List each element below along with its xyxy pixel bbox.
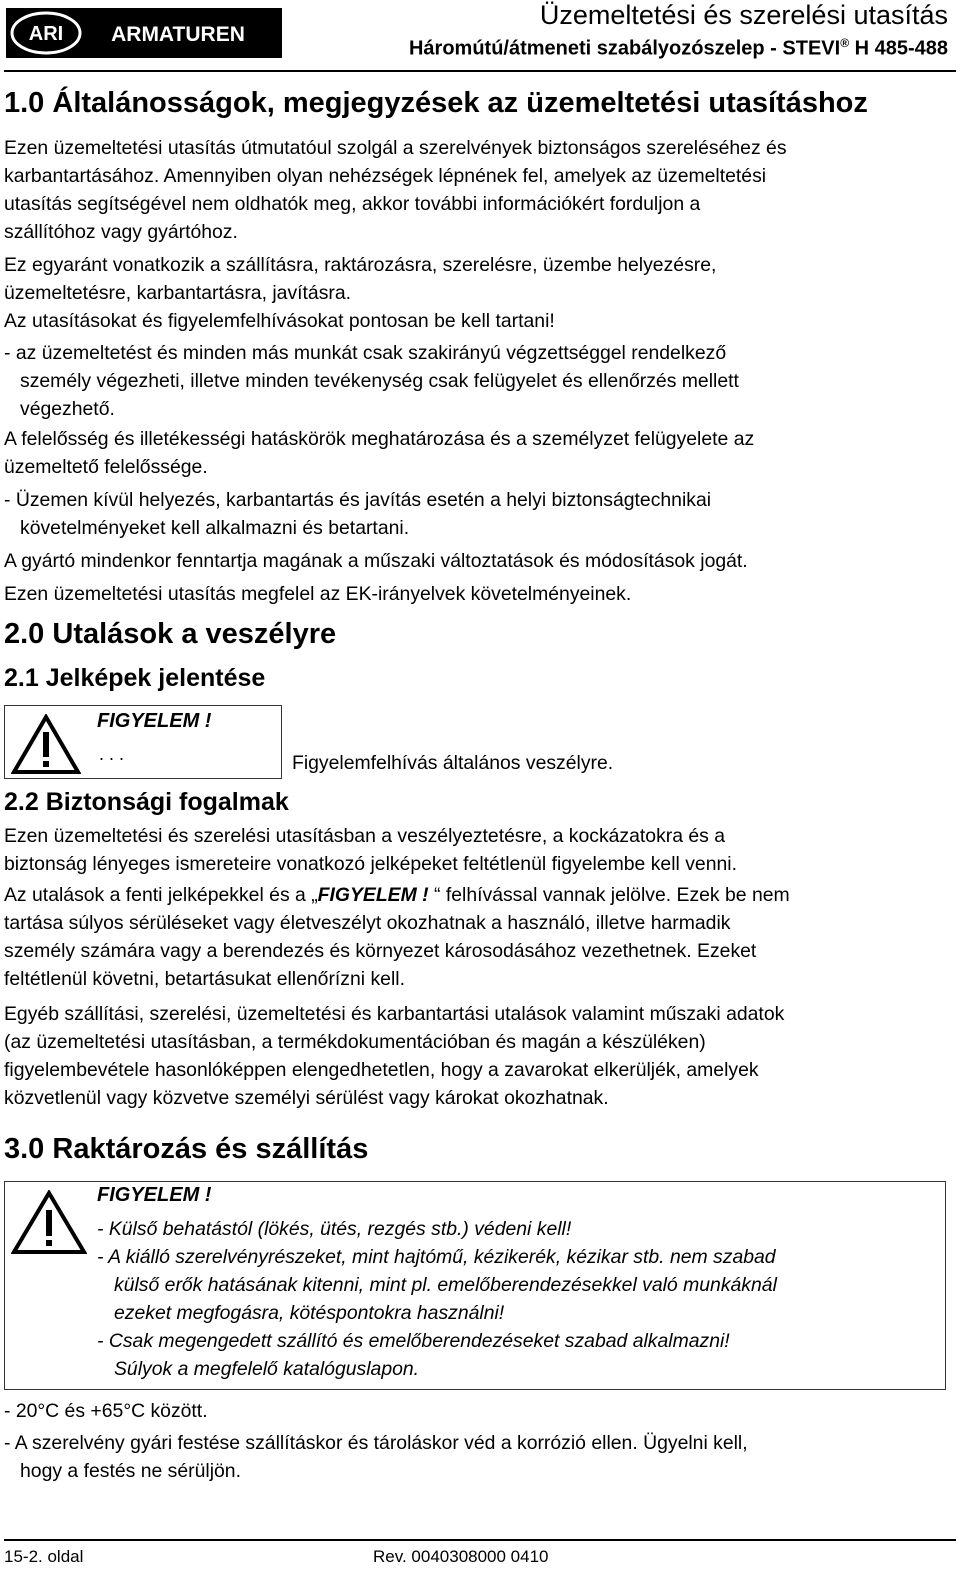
text-line: figyelembevétele hasonlóképpen elengedhetetlen, hogy a zavarokat elkerüljék, amelyek xyxy=(4,1059,759,1081)
sec1-paragraph-5 xyxy=(4,486,949,542)
document-title: Üzemeltetési és szerelési utasítás xyxy=(539,0,948,30)
text-line: feltétlenül követni, betartásukat ellenőrízni kell. xyxy=(4,968,405,990)
section-2-2-heading: 2.2 Biztonsági fogalmak xyxy=(4,788,289,816)
logo-armaturen-text: ARMATUREN xyxy=(111,23,245,46)
text-line: végezhető. xyxy=(20,398,115,420)
text-line: személy végezheti, illetve minden tevékenység csak felügyelet és ellenőrzés mellett xyxy=(20,370,739,392)
warning-list xyxy=(97,1215,937,1383)
sec1-paragraph-3 xyxy=(4,339,949,423)
sec2-paragraph-1 xyxy=(4,822,949,878)
symbol-dots: . . . xyxy=(99,744,125,764)
text-line: A felelősség és illetékességi hatáskörök meghatározása és a személyzet felügyelete az xyxy=(4,428,755,450)
symbol-label: FIGYELEM ! xyxy=(97,710,212,732)
text-line: hogy a festés ne sérüljön. xyxy=(20,1460,241,1482)
text-line: ezeket megfogásra, kötéspontokra használni! xyxy=(114,1302,505,1324)
symbol-box xyxy=(4,705,282,779)
sec1-paragraph-1 xyxy=(4,134,949,246)
registered-mark: ® xyxy=(840,36,850,50)
text-line: utasítás segítségével nem oldhatók meg, akkor további információkért forduljon a xyxy=(4,193,701,215)
symbol-description: Figyelemfelhívás általános veszélyre. xyxy=(292,752,614,774)
text-fragment: Az utalások a fenti jelképekkel és a „ xyxy=(4,884,318,906)
text-line: Ezen üzemeltetési és szerelési utasításban a veszélyeztetésre, a kockázatokra és a xyxy=(4,825,726,847)
section-3-heading: 3.0 Raktározás és szállítás xyxy=(4,1133,369,1165)
page-number: 15-2. oldal xyxy=(4,1547,84,1566)
sec1-paragraph-2 xyxy=(4,251,949,335)
text-line: - Üzemen kívül helyezés, karbantartás és javítás esetén a helyi biztonságtechnikai xyxy=(4,489,712,511)
text-line xyxy=(4,881,949,909)
figyelem-inline: FIGYELEM ! xyxy=(317,884,429,906)
header-divider xyxy=(4,70,956,72)
footer-divider xyxy=(4,1539,956,1541)
text-line: (az üzemeltetési utasításban, a termékdokumentációban és magán a készüléken) xyxy=(4,1031,706,1053)
section-2-1-heading: 2.1 Jelképek jelentése xyxy=(4,664,266,692)
revision-number: Rev. 0040308000 0410 xyxy=(373,1547,549,1566)
text-line: tartása súlyos sérüléseket vagy életveszélyt okozhatnak a használó, illetve harmadik xyxy=(4,912,731,934)
warning-item xyxy=(97,1243,937,1327)
text-line: személy számára vagy a berendezés és környezet károsodásához vezethetnek. Ezeket xyxy=(4,940,757,962)
warning-box xyxy=(4,1181,946,1390)
ari-armaturen-logo xyxy=(6,8,282,58)
text-line: - A kiálló szerelvényrészeket, mint hajtómű, kézikerék, kézikar stb. nem szabad xyxy=(97,1246,776,1268)
text-line: Ez egyaránt vonatkozik a szállításra, raktározásra, szerelésre, üzembe helyezésre, xyxy=(4,254,717,276)
text-line: Az utasításokat és figyelemfelhívásokat pontosan be kell tartani! xyxy=(4,310,555,332)
text-fragment: “ felhívással vannak jelölve. Ezek be nem xyxy=(428,884,790,906)
section-2-heading: 2.0 Utalások a veszélyre xyxy=(4,618,337,650)
text-line: közvetlenül vagy közvetve személyi sérülést vagy károkat okozhatnak. xyxy=(4,1087,609,1109)
sec1-paragraph-4 xyxy=(4,425,949,481)
text-line: biztonság lényeges ismereteire vonatkozó jelképeket feltétlenül figyelembe kell venni. xyxy=(4,853,737,875)
text-line: üzemeltetésre, karbantartásra, javításra. xyxy=(4,282,352,304)
text-line: Súlyok a megfelelő katalóguslapon. xyxy=(114,1358,420,1380)
warning-label: FIGYELEM ! xyxy=(97,1184,212,1206)
text-line: követelményeket kell alkalmazni és betartani. xyxy=(20,517,410,539)
section-1-heading: 1.0 Általánosságok, megjegyzések az üzemeltetési utasításhoz xyxy=(4,87,868,119)
subtitle-text: Háromútú/átmeneti szabályozószelep - STEVI xyxy=(408,37,841,60)
sec1-paragraph-6: A gyártó mindenkor fenntartja magának a műszaki változtatások és módosítások jogát. xyxy=(4,550,748,572)
text-line: Ezen üzemeltetési utasítás útmutatóul szolgál a szerelvények biztonságos szereléséhez és xyxy=(4,137,787,159)
warning-triangle-icon xyxy=(11,1190,87,1256)
text-line: külső erők hatásának kitenni, mint pl. emelőberendezésekkel való munkáknál xyxy=(114,1274,777,1296)
document-subtitle xyxy=(409,36,948,61)
text-line: szállítóhoz vagy gyártóhoz. xyxy=(4,221,238,243)
sec2-paragraph-2 xyxy=(4,881,949,993)
text-line: karbantartásához. Amennyiben olyan nehézségek lépnének fel, amelyek az üzemeltetési xyxy=(4,165,767,187)
text-line: - A szerelvény gyári festése szállításkor és tároláskor véd a korrózió ellen. Ügyelni kell, xyxy=(4,1432,748,1454)
sec1-paragraph-7: Ezen üzemeltetési utasítás megfelel az EK-irányelvek követelményeinek. xyxy=(4,583,632,605)
warning-triangle-icon xyxy=(11,714,81,776)
text-line: üzemeltető felelőssége. xyxy=(4,456,208,478)
text-line: Egyéb szállítási, szerelési, üzemeltetési és karbantartási utalások valamint műszaki adatok xyxy=(4,1003,785,1025)
warning-item: - Külső behatástól (lökés, ütés, rezgés stb.) védeni kell! xyxy=(97,1218,572,1240)
subtitle-model: H 485-488 xyxy=(849,37,948,60)
sec3-temperature: - 20°C és +65°C között. xyxy=(4,1400,208,1422)
sec2-paragraph-3 xyxy=(4,1000,949,1112)
warning-item xyxy=(97,1327,937,1383)
sec3-paint-note xyxy=(4,1429,949,1485)
text-line: - az üzemeltetést és minden más munkát csak szakirányú végzettséggel rendelkező xyxy=(4,342,727,364)
logo-ari-text: ARI xyxy=(28,23,64,45)
text-line: - Csak megengedett szállító és emelőberendezéseket szabad alkalmazni! xyxy=(97,1330,730,1352)
